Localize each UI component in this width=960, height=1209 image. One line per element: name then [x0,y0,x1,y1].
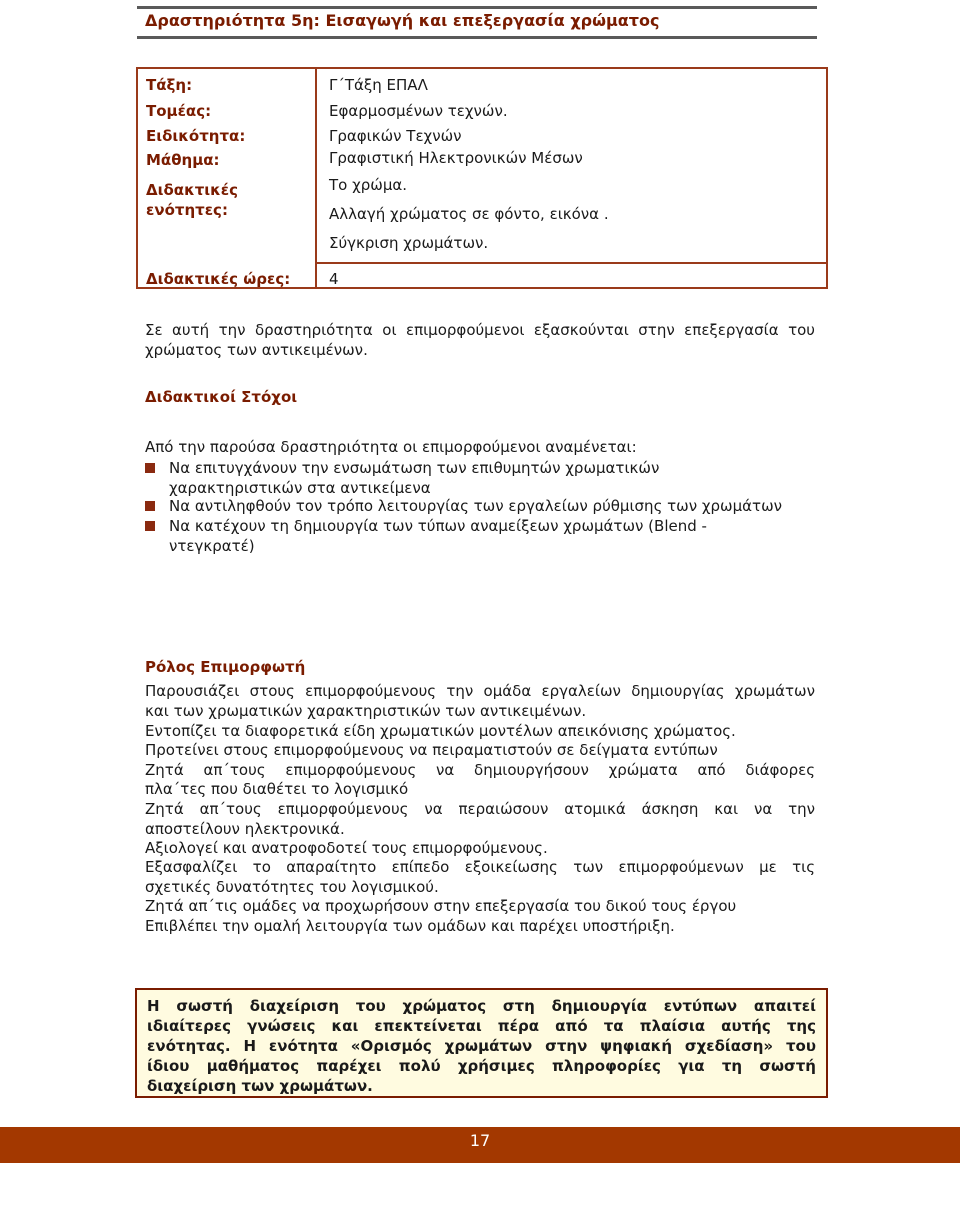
course-value: Γραφιστική Ηλεκτρονικών Μέσων [329,149,583,167]
unit-item: Αλλαγή χρώματος σε φόντο, εικόνα . [329,205,609,223]
activity-info-table [136,67,828,289]
square-bullet-icon [145,521,155,531]
note-line: ενότητας. Η ενότητα «Ορισμός χρωμάτων στην ψηφιακή σχεδίαση» του [147,1037,816,1055]
role-line: Εντοπίζει τα διαφορετικά είδη χρωματικών μοντέλων απεικόνισης χρώματος. [145,722,736,740]
specialty-label: Ειδικότητα: [146,127,246,145]
role-line: και των χρωματικών χαρακτηριστικών των αντικειμένων. [145,702,587,720]
header-rule-bottom [137,36,817,39]
page-number: 17 [469,1131,491,1150]
units-label-line2: ενότητες: [146,201,228,219]
units-label-line1: Διδακτικές [146,181,239,199]
note-line: ίδιου μαθήματος παρέχει πολύ χρήσιμες πληροφορίες για τη σωστή [147,1057,816,1075]
unit-item: Σύγκριση χρωμάτων. [329,234,489,252]
specialty-value: Γραφικών Τεχνών [329,127,462,145]
note-box [135,988,828,1098]
goal-item-line: χαρακτηριστικών στα αντικείμενα [169,479,431,497]
square-bullet-icon [145,501,155,511]
goals-heading: Διδακτικοί Στόχοι [145,388,298,406]
goal-item-line: ντεγκρατέ) [169,537,255,555]
role-line: Ζητά απ΄τις ομάδες να προχωρήσουν στην επεξεργασία του δικού τους έργου [145,897,737,915]
class-value: Γ΄Τάξη ΕΠΑΛ [329,76,428,94]
goal-item-line: Να κατέχουν τη δημιουργία των τύπων αναμείξεων χρωμάτων (Blend - [169,517,707,535]
role-line: Ζητά απ΄τους επιμορφούμενους να δημιουργήσουν χρώματα από διάφορες [145,761,815,779]
note-line: Η σωστή διαχείριση του χρώματος στη δημιουργία εντύπων απαιτεί [147,997,816,1015]
course-label: Μάθημα: [146,151,220,169]
page-header-title: Δραστηριότητα 5η: Εισαγωγή και επεξεργασία χρώματος [145,11,660,30]
goal-item [145,516,815,556]
table-divider-hours [315,262,317,289]
role-line: Αξιολογεί και ανατροφοδοτεί τους επιμορφούμενους. [145,839,548,857]
unit-item: Το χρώμα. [329,176,408,194]
sector-value: Εφαρμοσμένων τεχνών. [329,102,508,120]
role-line: αποστείλουν ηλεκτρονικά. [145,820,345,838]
intro-line: Σε αυτή την δραστηριότητα οι επιμορφούμενοι εξασκούνται στην επεξεργασία του [145,321,815,339]
goal-item [145,496,815,516]
role-line: πλα΄τες που διαθέτει το λογισμικό [145,780,409,798]
goals-lead: Από την παρούσα δραστηριότητα οι επιμορφούμενοι αναμένεται: [145,438,637,456]
goal-item-line: Να αντιληφθούν τον τρόπο λειτουργίας των εργαλείων ρύθμισης των χρωμάτων [169,497,783,515]
goal-item-line: Να επιτυγχάνουν την ενσωμάτωση των επιθυμητών χρωματικών [169,459,660,477]
hours-value: 4 [329,270,339,288]
role-line: Επιβλέπει την ομαλή λειτουργία των ομάδων και παρέχει υποστήριξη. [145,917,675,935]
role-line: Παρουσιάζει στους επιμορφούμενους την ομάδα εργαλείων δημιουργίας χρωμάτων [145,682,815,700]
hours-label: Διδακτικές ώρες: [146,270,291,288]
table-divider [315,69,317,262]
note-line: διαχείριση των χρωμάτων. [147,1077,373,1095]
note-line: ιδιαίτερες γνώσεις και επεκτείνεται πέρα από τα πλαίσια αυτής της [147,1017,816,1035]
role-line: σχετικές δυνατότητες του λογισμικού. [145,878,439,896]
role-line: Προτείνει στους επιμορφούμενους να πειραματιστούν σε δείγματα εντύπων [145,741,718,759]
header-rule-top [137,6,817,9]
role-line: Ζητά απ΄τους επιμορφούμενους να περαιώσουν ατομικά άσκηση και να την [145,800,815,818]
goal-item [145,458,815,498]
table-hline [315,262,828,264]
intro-line: χρώματος των αντικειμένων. [145,341,368,359]
role-line: Εξασφαλίζει το απαραίτητο επίπεδο εξοικείωσης των επιμορφούμενων με τις [145,858,815,876]
role-heading: Ρόλος Επιμορφωτή [145,658,306,676]
square-bullet-icon [145,463,155,473]
sector-label: Τομέας: [146,102,212,120]
class-label: Τάξη: [146,76,193,94]
